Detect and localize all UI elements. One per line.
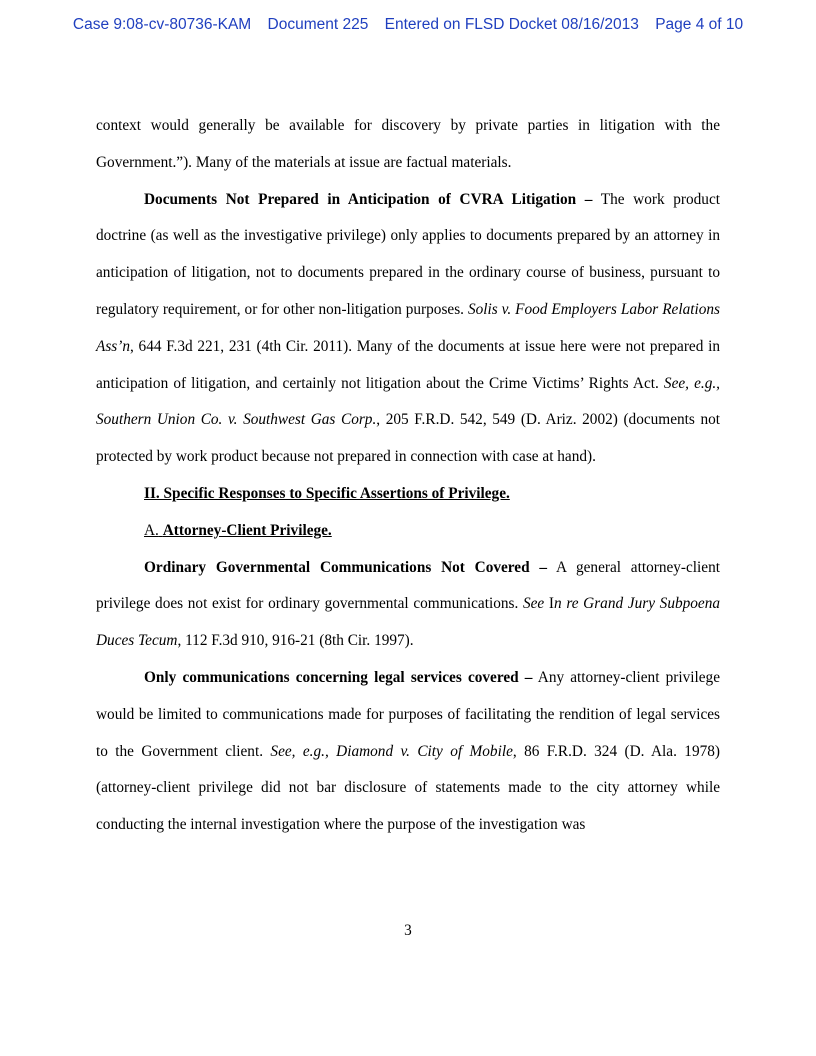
page-number: 3 bbox=[404, 922, 412, 939]
signal-word: See bbox=[522, 595, 545, 613]
paragraph-governmental-communications: Ordinary Governmental Communications Not Covered – A general attorney-client privilege does not exist for ordinary governmental communications. See In re Grand Jury Subpoena Duces Tecum, 112 F.3d 910, 916-21 (8th Cir. 1997). bbox=[96, 558, 720, 650]
page-indicator: Page 4 of 10 bbox=[655, 16, 744, 33]
docket-entry: Entered on FLSD Docket 08/16/2013 bbox=[384, 16, 639, 33]
case-number: Case 9:08-cv-80736-KAM bbox=[72, 16, 252, 33]
paragraph-heading: Only communications concerning legal services covered – bbox=[144, 668, 533, 686]
paragraph-continuation: context would generally be available for discovery by private parties in litigation with the Government.”). Many of the materials at issue are factual materials. bbox=[96, 117, 720, 171]
subsection-heading: A. Attorney-Client Privilege. bbox=[144, 521, 332, 539]
paragraph-heading: Ordinary Governmental Communications Not Covered – bbox=[144, 558, 548, 576]
document-number: Document 225 bbox=[267, 16, 369, 33]
section-heading: II. Specific Responses to Specific Assertions of Privilege. bbox=[144, 484, 510, 502]
paragraph-legal-services: Only communications concerning legal services covered – Any attorney-client privilege would be limited to communications made for purposes of facilitating the rendition of legal services to the Government client. See, e.g., Diamond v. City of Mobile, 86 F.R.D. 324 (D. Ala. 1978) (attorney-client privilege did not bar disclosure of statements made to the city attorney while conducting the internal investigation where the purpose of the investigation was bbox=[96, 668, 720, 834]
paragraph-heading: Documents Not Prepared in Anticipation of CVRA Litigation – bbox=[144, 190, 593, 208]
paragraph-work-product: Documents Not Prepared in Anticipation of CVRA Litigation – The work product doctrine (as well as the investigative privilege) only applies to documents prepared by an attorney in anticipation of litigation, not to documents prepared in the ordinary course of business, pursuant to regulatory requirement, or for other non-litigation purposes. Solis v. Food Employers Labor Relations Ass’n, 644 F.3d 221, 231 (4th Cir. 2011). Many of the documents at issue here were not prepared in anticipation of litigation, and certainly not litigation about the Crime Victims’ Rights Act. See, e.g., Southern Union Co. v. Southwest Gas Corp., 205 F.R.D. 542, 549 (D. Ariz. 2002) (documents not protected by work product because not prepared in connection with case at hand). bbox=[96, 190, 720, 466]
document-body bbox=[96, 108, 720, 844]
case-citation: See, e.g., Southern Union Co. v. Southwest Gas Corp. bbox=[96, 374, 720, 429]
case-citation: Solis v. Food Employers Labor Relations Ass’n bbox=[96, 300, 720, 355]
case-citation: n re Grand Jury Subpoena Duces Tecum bbox=[96, 595, 720, 650]
docket-header bbox=[0, 16, 816, 34]
case-citation: See, e.g., Diamond v. City of Mobile bbox=[270, 742, 513, 760]
